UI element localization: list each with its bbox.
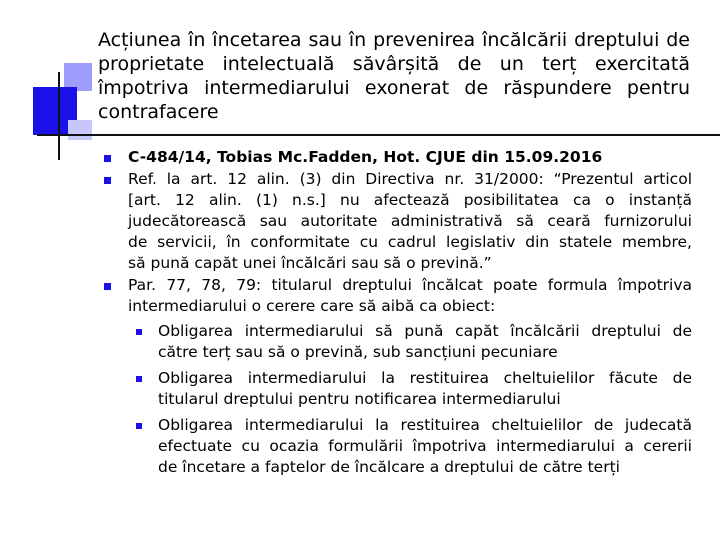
bullet-line: Par. 77, 78, 79: titularul dreptului încălcat poate formula împotriva xyxy=(128,276,692,294)
square-bullet-icon xyxy=(136,376,142,382)
slide-title xyxy=(98,28,690,124)
title-line: Acțiunea în încetarea sau în prevenirea încălcării dreptului de xyxy=(98,29,690,51)
decor-square-pale xyxy=(68,120,92,140)
bullet-line: de servicii, în conformitate cu cadrul legislativ din statele membre, xyxy=(128,233,692,251)
sub-bullet-line: Obligarea intermediarului la restituirea cheltuielilor de judecată xyxy=(158,416,692,434)
square-bullet-icon xyxy=(104,155,111,162)
sub-bullet-line: de încetare a faptelor de încălcare a dreptului de către terți xyxy=(158,458,620,476)
title-line: proprietate intelectuală săvârșită de un terț exercitată xyxy=(98,53,690,75)
bullet-item xyxy=(98,275,692,317)
sub-bullet-item xyxy=(98,415,692,478)
sub-bullet-line: titularul dreptului pentru notificarea intermediarului xyxy=(158,390,561,408)
sub-bullet-line: către terț sau să o prevină, sub sancțiuni pecuniare xyxy=(158,343,558,361)
sub-bullet-line: Obligarea intermediarului la restituirea cheltuielilor făcute de xyxy=(158,369,692,387)
decor-vertical-line xyxy=(58,72,60,160)
bullet-line: Ref. la art. 12 alin. (3) din Directiva nr. 31/2000: “Prezentul articol xyxy=(128,170,692,188)
bullet-line: judecătorească sau autoritate administrativă să ceară furnizorului xyxy=(128,212,692,230)
square-bullet-icon xyxy=(136,329,142,335)
sub-bullet-item xyxy=(98,368,692,410)
square-bullet-icon xyxy=(104,177,111,184)
title-underline xyxy=(37,134,720,136)
bullet-line: să pună capăt unei încălcări sau să o prevină.” xyxy=(128,254,492,272)
bullet-line: intermediarului o cerere care să aibă ca obiect: xyxy=(128,297,496,315)
sub-bullet-line: efectuate cu ocazia formulării împotriva intermediarului a cererii xyxy=(158,437,692,455)
bullet-item xyxy=(98,147,692,168)
bullet-line: C-484/14, Tobias Mc.Fadden, Hot. CJUE din 15.09.2016 xyxy=(128,148,603,166)
bullet-item xyxy=(98,169,692,274)
bullet-line: [art. 12 alin. (1) n.s.] nu afectează posibilitatea ca o instanță xyxy=(128,191,692,209)
bullet-list xyxy=(98,147,692,483)
title-line: împotriva intermediarului exonerat de răspundere pentru xyxy=(98,77,690,99)
square-bullet-icon xyxy=(136,423,142,429)
sub-bullet-line: Obligarea intermediarului să pună capăt încălcării dreptului de xyxy=(158,322,692,340)
title-line: contrafacere xyxy=(98,101,219,123)
sub-bullet-item xyxy=(98,321,692,363)
square-bullet-icon xyxy=(104,283,111,290)
